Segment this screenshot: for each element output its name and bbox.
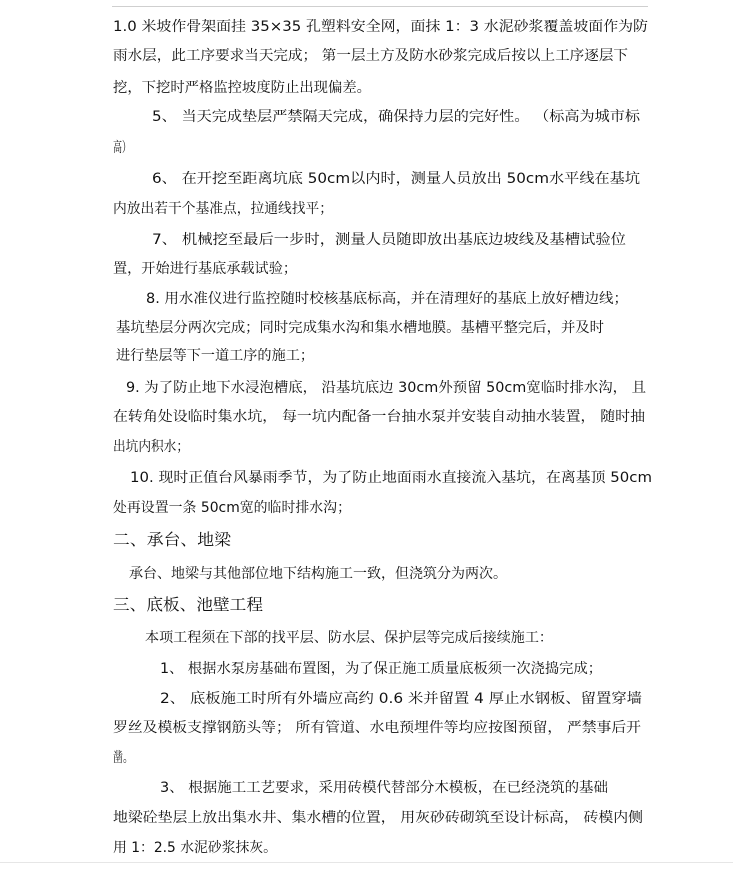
text-line-18: 承台、地梁与其他部位地下结构施工一致，但浇筑分为两次。 xyxy=(129,566,507,582)
text-line-16: 10. 现时正值台风暴雨季节，为了防止地面雨水直接流入基坑，在离基顶 50cm xyxy=(130,470,652,486)
text-line-5: 高） xyxy=(113,140,131,156)
text-line-19: 本项工程须在下部的找平层、防水层、保护层等完成后接续施工： xyxy=(145,630,553,646)
top-rule xyxy=(112,6,648,7)
section-heading-3: 三、底板、池壁工程 xyxy=(113,595,263,614)
text-line-3: 挖，下挖时严格监控坡度防止出现偏差。 xyxy=(113,80,371,96)
text-line-9: 置，开始进行基底承载试验； xyxy=(113,261,297,277)
text-line-6: 6、 在开挖至距离坑底 50cm以内时，测量人员放出 50cm水平线在基坑 xyxy=(152,171,640,187)
text-line-1: 1.0 米坡作骨架面挂 35×35 孔塑料安全网，面抹 1：3 水泥砂浆覆盖坡面作为防 xyxy=(113,19,648,35)
text-line-23: 凿。 xyxy=(113,750,133,766)
text-line-15: 出坑内积水； xyxy=(113,439,189,455)
text-line-2: 雨水层，此工序要求当天完成； 第一层土方及防水砂浆完成后按以上工序逐层下 xyxy=(113,48,628,64)
text-line-7: 内放出若干个基准点，拉通线找平； xyxy=(113,201,333,217)
text-line-21: 2、 底板施工时所有外墙应高约 0.6 米并留置 4 厚止水钢板、留置穿墙 xyxy=(160,691,642,707)
text-line-4: 5、 当天完成垫层严禁隔天完成，确保持力层的完好性。 （标高为城市标 xyxy=(152,109,640,125)
section-heading-2: 二、承台、地梁 xyxy=(113,530,231,549)
text-line-26: 用 1：2.5 水泥砂浆抹灰。 xyxy=(113,840,277,856)
text-line-17: 处再设置一条 50cm宽的临时排水沟； xyxy=(113,500,351,516)
text-line-20: 1、 根据水泵房基础布置图，为了保正施工质量底板须一次浇捣完成； xyxy=(160,661,602,677)
page-bottom-rule xyxy=(0,862,733,863)
text-line-24: 3、 根据施工工艺要求，采用砖模代替部分木模板，在已经浇筑的基础 xyxy=(160,780,608,796)
text-line-10: 8. 用水准仪进行监控随时校核基底标高，并在清理好的基底上放好槽边线； xyxy=(146,291,628,307)
text-line-11: 基坑垫层分两次完成；同时完成集水沟和集水槽地膜。基槽平整完后，并及时 xyxy=(116,320,604,336)
text-line-13: 9. 为了防止地下水浸泡槽底， 沿基坑底边 30cm外预留 50cm宽临时排水沟， 且 xyxy=(126,380,646,396)
text-line-14: 在转角处设临时集水坑， 每一坑内配备一台抽水泵并安装自动抽水装置， 随时抽 xyxy=(113,409,645,425)
text-line-8: 7、 机械挖至最后一步时，测量人员随即放出基底边坡线及基槽试验位 xyxy=(152,232,626,248)
text-line-12: 进行垫层等下一道工序的施工； xyxy=(116,348,314,364)
text-line-25: 地梁砼垫层上放出集水井、集水槽的位置， 用灰砂砖砌筑至设计标高， 砖模内侧 xyxy=(113,810,643,826)
text-line-22: 罗丝及模板支撑钢筋头等； 所有管道、水电预埋件等均应按图预留， 严禁事后开 xyxy=(113,720,641,736)
